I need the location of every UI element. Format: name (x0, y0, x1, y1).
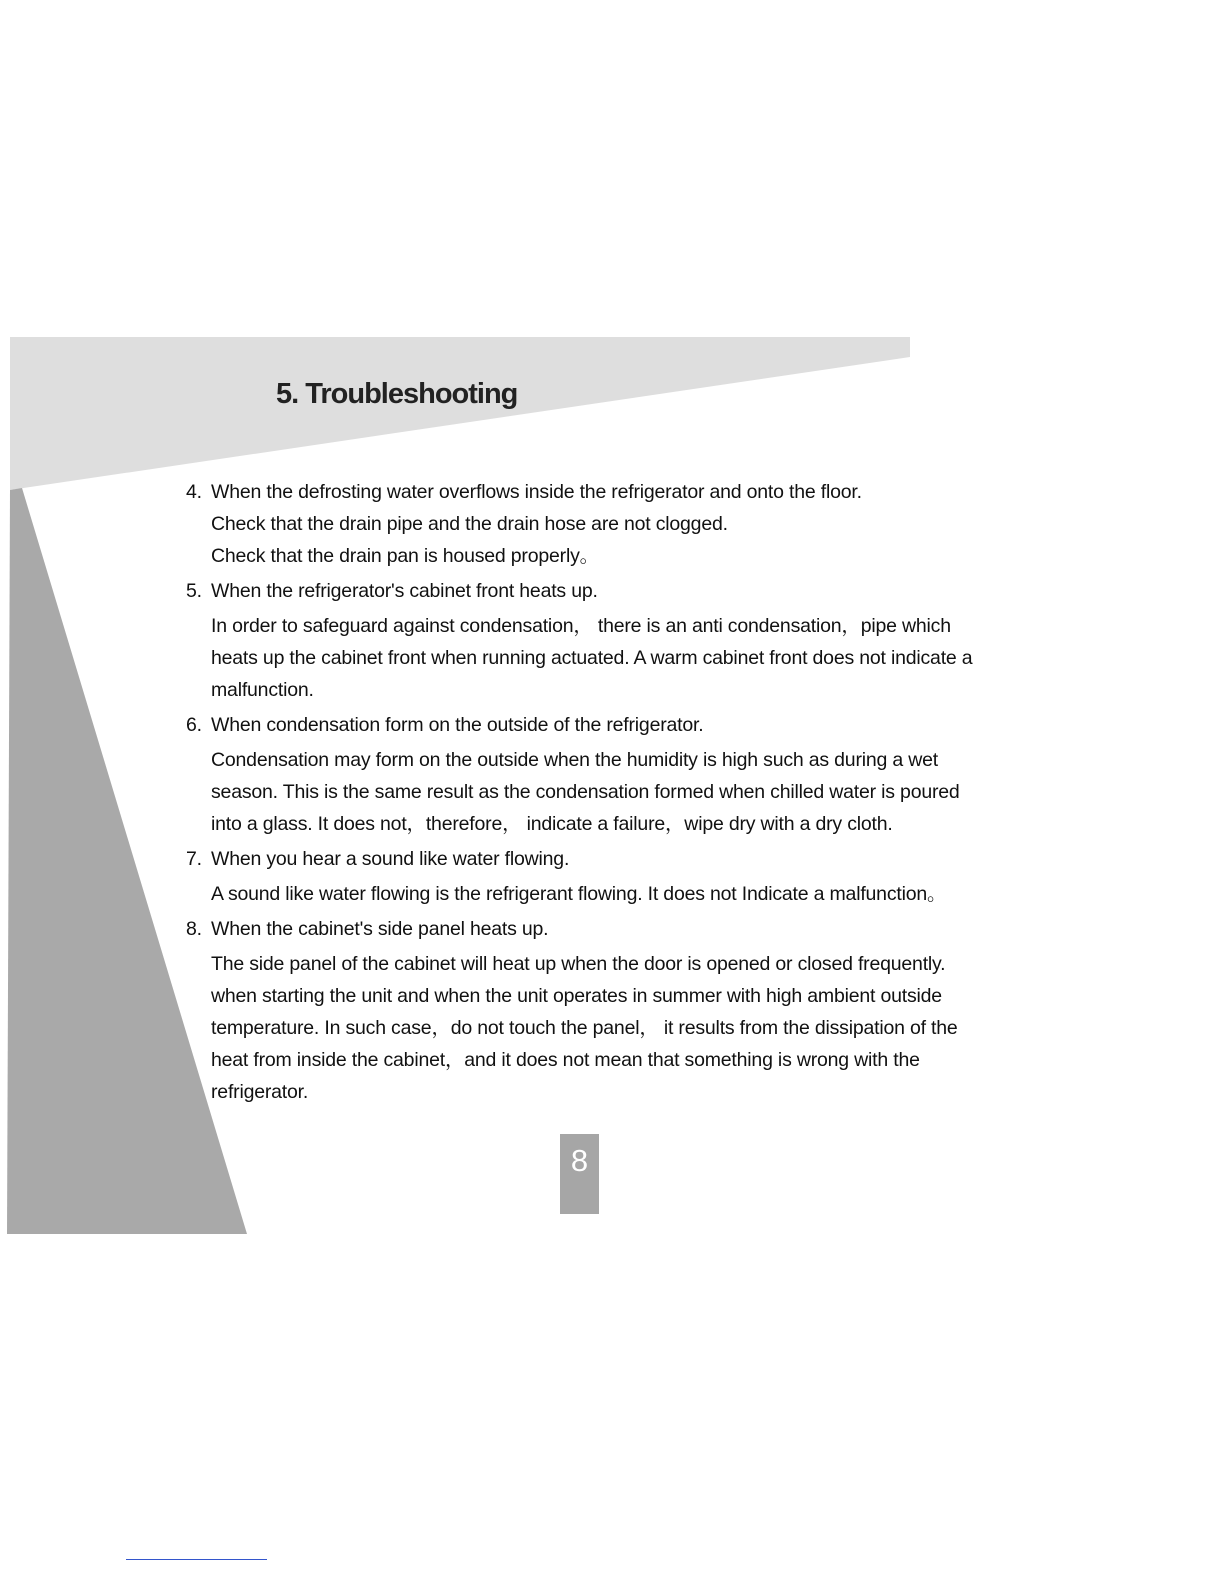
item-text-line: season. This is the same result as the condensation formed when chilled water is poured (211, 781, 960, 803)
page-number-badge: 8 (560, 1134, 599, 1214)
item-heading: When condensation form on the outside of the refrigerator. (211, 714, 704, 736)
item-heading-row (186, 477, 1086, 508)
item-heading-row (186, 710, 1086, 741)
item-heading: When you hear a sound like water flowing. (211, 848, 570, 870)
item-heading-row (186, 576, 1086, 607)
item-number: 8. (186, 918, 202, 940)
item-text-line: refrigerator. (211, 1081, 309, 1103)
item-text-line: heat from inside the cabinet，and it does not mean that something is wrong with the (211, 1049, 920, 1071)
item-number: 4. (186, 481, 202, 503)
item-text-line: Check that the drain pipe and the drain hose are not clogged. (211, 513, 728, 535)
item-text-line: heats up the cabinet front when running actuated. A warm cabinet front does not indicate a (211, 647, 973, 669)
item-text-line: Check that the drain pan is housed properly。 (211, 545, 599, 567)
section-title: 5. Troubleshooting (276, 378, 518, 410)
item-heading: When the cabinet's side panel heats up. (211, 918, 549, 940)
list-item (186, 844, 1086, 910)
header-banner (10, 337, 910, 490)
item-heading: When the refrigerator's cabinet front heats up. (211, 580, 598, 602)
footer-rule (126, 1559, 267, 1560)
item-number: 5. (186, 580, 202, 602)
list-item (186, 914, 1086, 1108)
item-heading-row (186, 844, 1086, 875)
item-text-line: A sound like water flowing is the refrigerant flowing. It does not Indicate a malfunction。 (211, 883, 947, 905)
item-text-line: Condensation may form on the outside when the humidity is high such as during a wet (211, 749, 938, 771)
list-item (186, 477, 1086, 572)
troubleshooting-list (186, 477, 1086, 1112)
item-text-line: temperature. In such case，do not touch the panel， it results from the dissipation of the (211, 1017, 958, 1039)
item-text-line: when starting the unit and when the unit operates in summer with high ambient outside (211, 985, 942, 1007)
item-heading-row (186, 914, 1086, 945)
item-text-line: into a glass. It does not，therefore， indicate a failure，wipe dry with a dry cloth. (211, 813, 893, 835)
item-number: 6. (186, 714, 202, 736)
item-text-line: malfunction. (211, 679, 314, 701)
item-number: 7. (186, 848, 202, 870)
item-heading: When the defrosting water overflows inside the refrigerator and onto the floor. (211, 481, 862, 503)
list-item (186, 710, 1086, 840)
item-text-line: In order to safeguard against condensation， there is an anti condensation，pipe which (211, 615, 951, 637)
item-text-line: The side panel of the cabinet will heat up when the door is opened or closed frequently. (211, 953, 946, 975)
list-item (186, 576, 1086, 706)
